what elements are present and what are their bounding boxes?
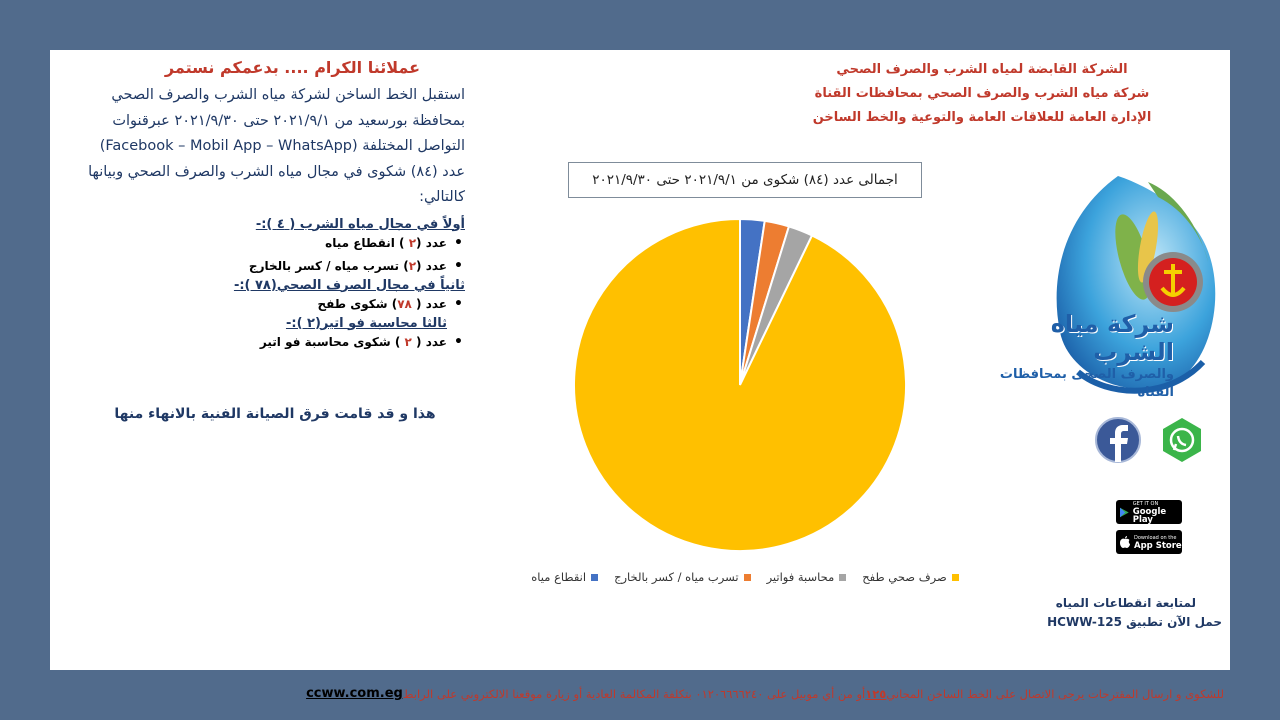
legend-label: تسرب مياه / كسر بالخارج — [614, 570, 739, 584]
apple-icon — [1120, 536, 1130, 548]
logo-title: شركة مياه الشرب — [1050, 310, 1174, 366]
logo-text — [998, 310, 1174, 402]
legend-item — [531, 570, 598, 584]
complaints-pie-chart — [570, 215, 910, 555]
list-item: • عدد (٢ ) انقطاع مياه — [80, 232, 465, 255]
list-item: • عدد ( ٢ ) شكوى محاسبة فو اتير — [80, 331, 465, 354]
section-drinking-water: أولاً في مجال مياه الشرب ( ٤ ):- — [255, 216, 465, 232]
footer-text: للشكوى و ارسال المقترحات يرجى الاتصال على الخط الساخن المجاني — [886, 686, 1224, 701]
main-card — [50, 50, 1230, 670]
list-item: • عدد ( ٧٨) شكوى طفح — [80, 293, 465, 316]
legend-swatch — [839, 574, 846, 581]
app-promo — [1002, 594, 1222, 632]
header-line-3: الإدارة العامة للعلاقات العامة والتوعية والخط الساخن — [812, 110, 1152, 125]
legend-swatch — [744, 574, 751, 581]
complaints-summary — [80, 58, 465, 354]
section-billing: ثالثا محاسبة فو اتير(٢ ):- — [285, 315, 447, 331]
google-play-badge[interactable] — [1116, 500, 1182, 524]
app-store-label: App Store — [1134, 541, 1182, 551]
company-logo — [998, 172, 1230, 412]
breakdown-list — [80, 217, 465, 354]
google-play-icon — [1120, 507, 1129, 518]
header-line-2: شركة مياه الشرب والصرف الصحي بمحافظات القناة — [814, 86, 1150, 101]
app-promo-line-2: حمل الآن تطبيق HCWW-125 — [1047, 615, 1222, 629]
legend-item — [614, 570, 750, 584]
logo-subtitle: والصرف الصحى بمحافظات القناة — [999, 367, 1174, 400]
legend-label: محاسبة فواتير — [766, 570, 835, 584]
app-store-small: Download on the — [1134, 535, 1177, 541]
footer-text-2: أو من أي موبيل على ٠١٢٠٦٦٦٦٢٤٠ بتكلفة المكالمة العادية أو زيارة موقعنا الالكتروني على الرابط — [402, 686, 866, 701]
legend-label: انقطاع مياه — [531, 570, 587, 584]
legend-label: صرف صحي طفح — [862, 570, 947, 584]
google-play-label: Google Play — [1132, 507, 1167, 525]
intro-paragraph: استقبل الخط الساخن لشركة مياه الشرب والصرف الصحي بمحافظة بورسعيد من ٢٠٢١/٩/١ حتى ٢٠٢١/٩/٣٠ عبرقنوات التواصل المختلفة (Facebook – Mobil App – WhatsApp) عدد (٨٤) شكوى في مجال مياه الشرب والصرف الصحي وبيانها كالتالي: — [88, 87, 465, 205]
legend-swatch — [952, 574, 959, 581]
closing-note: هذا و قد قامت فرق الصيانة الفنية بالانهاء منها — [114, 406, 436, 422]
social-links — [1094, 414, 1214, 466]
list-item: • عدد (٢) تسرب مياه / كسر بالخارج — [80, 255, 465, 278]
section-sewage: ثانياً في مجال الصرف الصحي(٧٨ ):- — [233, 277, 465, 293]
header-line-1: الشركة القابضة لمياه الشرب والصرف الصحي — [836, 62, 1128, 77]
legend-swatch — [591, 574, 598, 581]
hotline-number: ١٢٥ — [865, 686, 887, 701]
org-header — [782, 58, 1182, 130]
chart-title: اجمالى عدد (٨٤) شكوى من ٢٠٢١/٩/١ حتى ٢٠٢١/٩/٣٠ — [568, 162, 922, 198]
legend-item — [767, 570, 847, 584]
facebook-icon[interactable] — [1096, 418, 1140, 462]
app-store-badge[interactable] — [1116, 530, 1182, 554]
google-play-small: GET IT ON — [1132, 501, 1159, 507]
app-promo-line-1: لمتابعة انقطاعات المياه — [1055, 596, 1196, 610]
greeting-title: عملائنا الكرام .... بدعمكم نستمر — [164, 58, 421, 77]
legend-item — [862, 570, 959, 584]
pie-slice — [574, 219, 906, 551]
whatsapp-icon[interactable] — [1163, 418, 1201, 462]
chart-legend — [510, 570, 980, 584]
footer-contact — [232, 686, 1224, 701]
website-link[interactable]: ccww.com.eg — [306, 686, 403, 701]
